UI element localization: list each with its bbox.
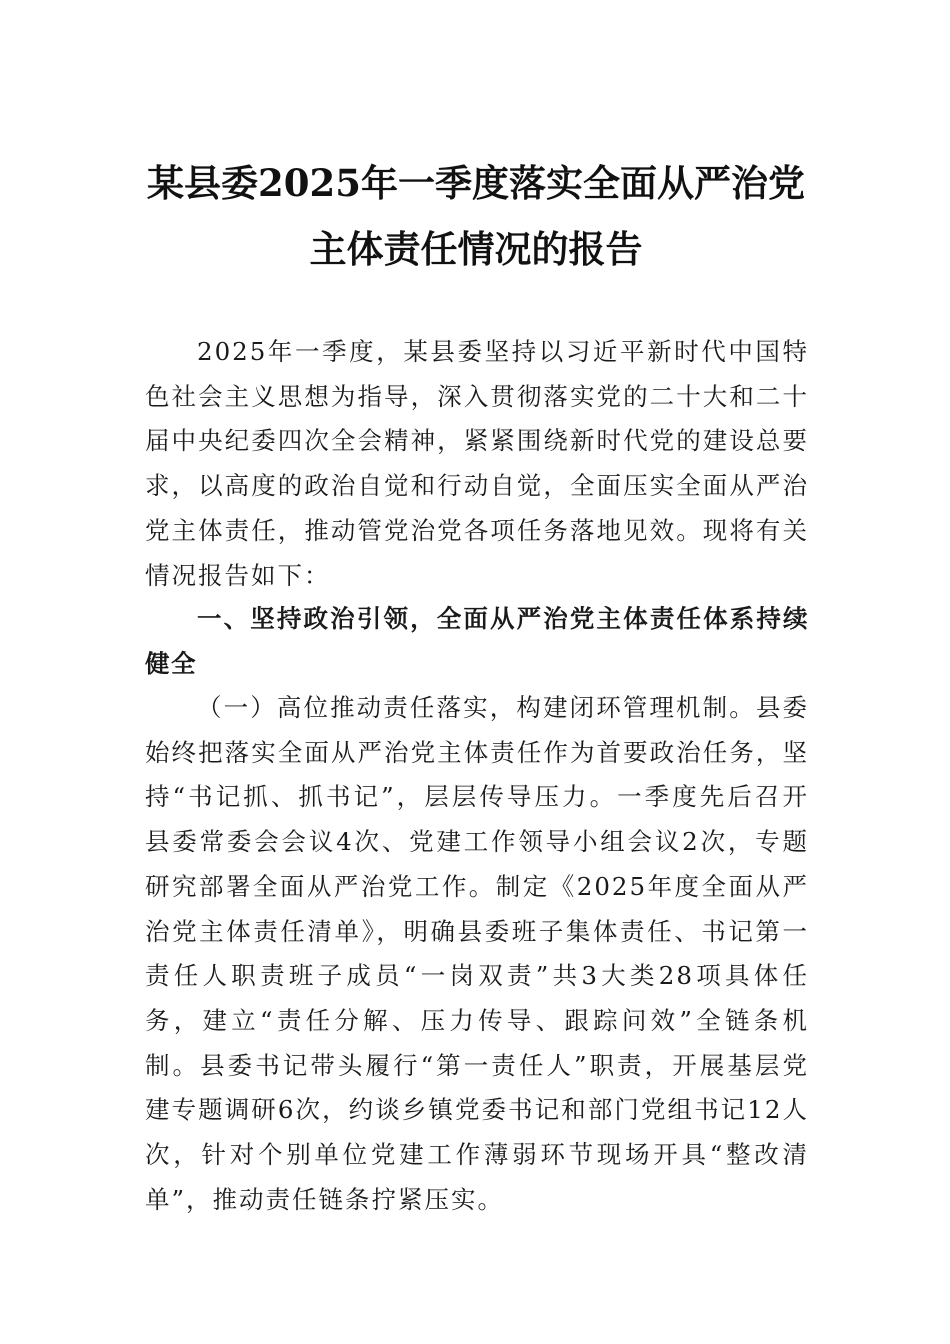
section-1-paragraph-1: （一）高位推动责任落实，构建闭环管理机制。县委始终把落实全面从严治党主体责任作为首要政治任务，坚持“书记抓、抓书记”，层层传导压力。一季度先后召开县委常委会会议4次、党建工作领导小组会议2次，专题研究部署全面从严治党工作。制定《2025年度全面从严治党主体责任清单》，明确县委班子集体责任、书记第一责任人职责班子成员“一岗双责”共3大类28项具体任务，建立“责任分解、压力传导、跟踪问效”全链条机制。县委书记带头履行“第一责任人”职责，开展基层党建专题调研6次，约谈乡镇党委书记和部门党组书记12人次，针对个别单位党建工作薄弱环节现场开具“整改清单”，推动责任链条拧紧压实。	[145, 693, 809, 1214]
section-heading-1: 一、坚持政治引领，全面从严治党主体责任体系持续健全	[145, 604, 809, 678]
document-title: 某县委2025年一季度落实全面从严治党主体责任情况的报告	[147, 161, 805, 271]
intro-paragraph: 2025年一季度，某县委坚持以习近平新时代中国特色社会主义思想为指导，深入贯彻落实党的二十大和二十届中央纪委四次全会精神，紧紧围绕新时代党的建设总要求，以高度的政治自觉和行动自觉，全面压实全面从严治党主体责任，推动管党治党各项任务落地见效。现将有关情况报告如下：	[145, 337, 809, 590]
